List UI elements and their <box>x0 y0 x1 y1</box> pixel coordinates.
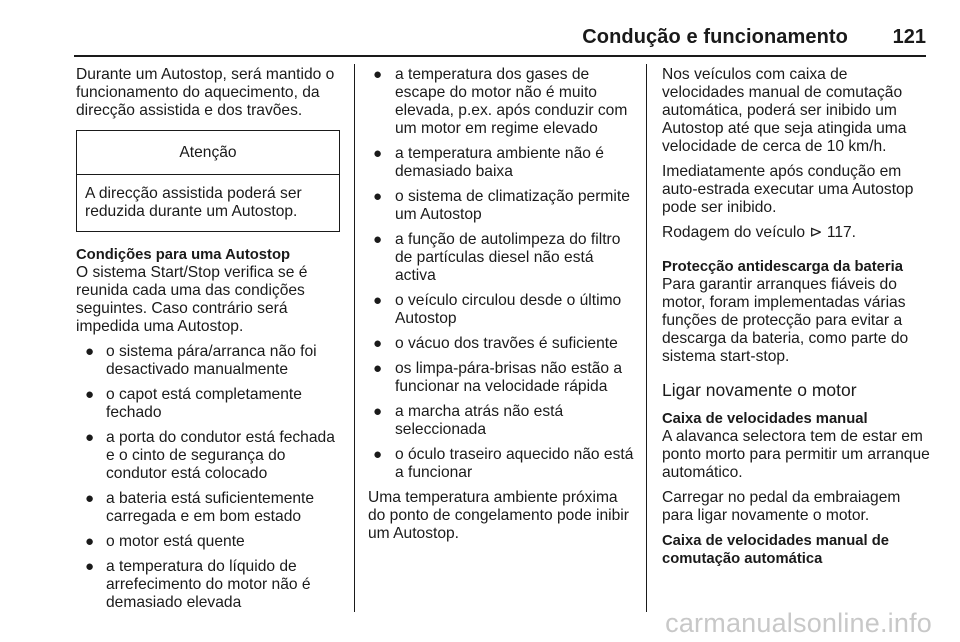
conditions-list <box>76 343 346 612</box>
intro-paragraph: Durante um Autostop, será mantido o funcionamento do aquecimento, da direcção assistida e dos travões. <box>76 66 335 119</box>
watermark: carmanualsonline.info <box>665 608 932 638</box>
list-item: ● a porta do condutor está fechada e o cinto de segurança do condutor está colocado <box>85 429 335 482</box>
bullet-icon: ● <box>373 292 383 309</box>
bullet-icon: ● <box>85 533 95 550</box>
selector-lever-paragraph: A alavanca selectora tem de estar em ponto morto para permitir um arranque automático. <box>662 428 930 481</box>
page-header <box>0 0 960 58</box>
subheading-battery-protection: Protecção antidescarga da bateria <box>662 259 903 275</box>
column-divider <box>354 64 355 612</box>
bullet-icon: ● <box>373 188 383 205</box>
reference-text: Rodagem do veículo <box>662 224 806 241</box>
page-reference-arrow-icon: ⊳ <box>809 224 823 241</box>
conditions-paragraph: O sistema Start/Stop verifica se é reunida cada uma das condições seguintes. Caso contrário será impedida uma Autostop. <box>76 264 308 335</box>
list-item: ● a bateria está suficientemente carregada e em bom estado <box>85 490 315 525</box>
list-item: ● a temperatura ambiente não é demasiado baixa <box>373 145 604 180</box>
page-number: 121 <box>892 26 926 48</box>
bullet-icon: ● <box>373 446 383 463</box>
list-item: ● a temperatura dos gases de escape do motor não é muito elevada, p.ex. após conduzir com um motor em regime elevado <box>373 66 628 137</box>
clutch-pedal-paragraph: Carregar no pedal da embraiagem para ligar novamente o motor. <box>662 489 901 524</box>
bullet-icon: ● <box>373 403 383 420</box>
conditions-list-continued <box>368 66 636 482</box>
bullet-icon: ● <box>85 343 95 360</box>
bullet-icon: ● <box>373 335 383 352</box>
subheading-automated-manual-gearbox: Caixa de velocidades manual de comutação automática <box>662 533 889 567</box>
list-item: ● os limpa-pára-brisas não estão a funcionar na velocidade rápida <box>373 360 623 395</box>
list-item: ● o vácuo dos travões é suficiente <box>373 335 618 352</box>
attention-text: A direcção assistida poderá ser reduzida durante um Autostop. <box>85 185 302 220</box>
bullet-icon: ● <box>85 429 95 446</box>
list-item: ● a função de autolimpeza do filtro de partículas diesel não está activa <box>373 231 621 284</box>
list-item: ● a marcha atrás não está seleccionada <box>373 403 564 438</box>
bullet-icon: ● <box>373 360 383 377</box>
manual-gearbox-paragraph: Nos veículos com caixa de velocidades manual de comutação automática, poderá ser inibido um Autostop até que seja atingida uma velocidade de cerca de 10 km/h. <box>662 66 907 155</box>
list-item: ● o sistema de climatização permite um Autostop <box>373 188 630 223</box>
header-rule <box>74 55 926 57</box>
attention-box <box>76 130 340 232</box>
ambient-temperature-paragraph: Uma temperatura ambiente próxima do ponto de congelamento pode inibir um Autostop. <box>368 489 629 542</box>
reference-page: 117. <box>826 224 857 241</box>
column-3 <box>662 66 932 568</box>
bullet-icon: ● <box>373 231 383 248</box>
list-item: ● a temperatura do líquido de arrefecimento do motor não é demasiado elevada <box>85 558 311 611</box>
list-item: ● o capot está completamente fechado <box>85 386 302 421</box>
bullet-icon: ● <box>85 490 95 507</box>
bullet-icon: ● <box>85 558 95 575</box>
motorway-paragraph: Imediatamente após condução em auto-estrada executar uma Autostop pode ser inibido. <box>662 163 914 216</box>
list-item: ● o sistema pára/arranca não foi desactivado manualmente <box>85 343 317 378</box>
bullet-icon: ● <box>85 386 95 403</box>
list-item: ● o veículo circulou desde o último Autostop <box>373 292 622 327</box>
list-item: ● o motor está quente <box>85 533 245 550</box>
column-divider <box>646 64 647 612</box>
column-1 <box>76 66 346 619</box>
subheading-manual-gearbox: Caixa de velocidades manual <box>662 411 868 427</box>
bullet-icon: ● <box>373 66 383 83</box>
heading-restart-engine: Ligar novamente o motor <box>662 380 857 400</box>
subheading-autostop-conditions: Condições para uma Autostop <box>76 247 291 263</box>
list-item: ● o óculo traseiro aquecido não está a funcionar <box>373 446 634 481</box>
battery-protection-paragraph: Para garantir arranques fiáveis do motor, foram implementadas várias funções de protecção para evitar a descarga da bateria, como parte do sistema start-stop. <box>662 276 909 365</box>
section-title: Condução e funcionamento <box>582 26 848 48</box>
bullet-icon: ● <box>373 145 383 162</box>
cross-reference <box>662 224 932 242</box>
column-2 <box>368 66 636 550</box>
attention-title: Atenção <box>77 131 339 175</box>
